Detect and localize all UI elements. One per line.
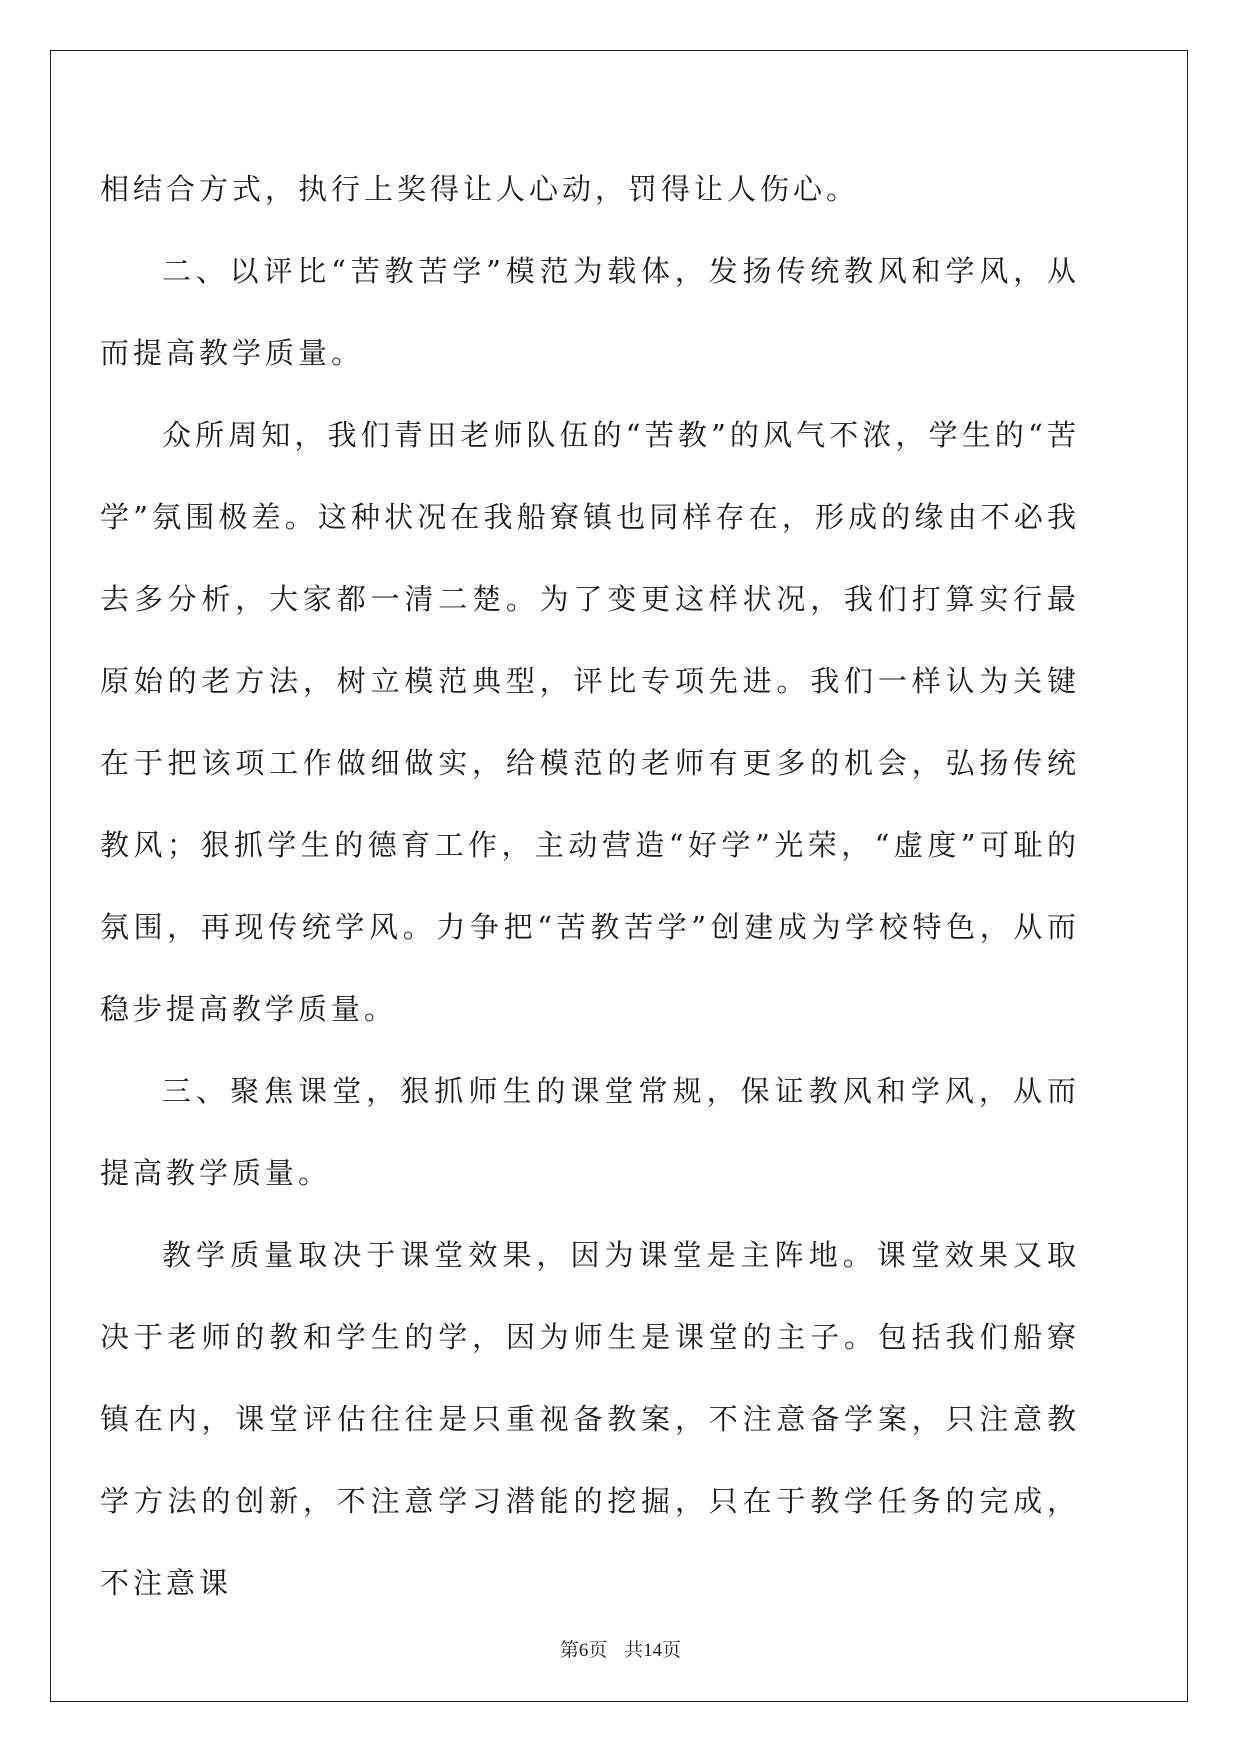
page-total: 共14页 [624,1640,682,1661]
paragraph-5: 教学质量取决于课堂效果，因为课堂是主阵地。课堂效果又取决于老师的教和学生的学，因为师生是课堂的主子。包括我们船寮镇在内，课堂评估往往是只重视备教案，不注意备学案，只注意教学方法的创新，不注意学习潜能的挖掘，只在于教学任务的完成，不注意课 [100,1238,1080,1600]
paragraph-3: 众所周知，我们青田老师队伍的“苦教”的风气不浓，学生的“苦学”氛围极差。这种状况在我船寮镇也同样存在，形成的缘由不必我去多分析，大家都一清二楚。为了变更这样状况，我们打算实行最原始的老方法，树立模范典型，评比专项先进。我们一样认为关键在于把该项工作做细做实，给模范的老师有更多的机会，弘扬传统教风；狠抓学生的德育工作，主动营造“好学”光荣，“虚度”可耻的氛围，再现传统学风。力争把“苦教苦学”创建成为学校特色，从而稳步提高教学质量。 [100,418,1080,1026]
page-number: 第6页 [559,1640,608,1661]
paragraph-1: 相结合方式，执行上奖得让人心动，罚得让人伤心。 [100,172,860,206]
paragraph-2: 二、以评比“苦教苦学”模范为载体，发扬传统教风和学风，从而提高教学质量。 [100,254,1080,370]
page-footer [0,1635,1241,1662]
document-body [100,148,1080,1624]
paragraph-4: 三、聚焦课堂，狠抓师生的课堂常规，保证教风和学风，从而提高教学质量。 [100,1074,1080,1190]
